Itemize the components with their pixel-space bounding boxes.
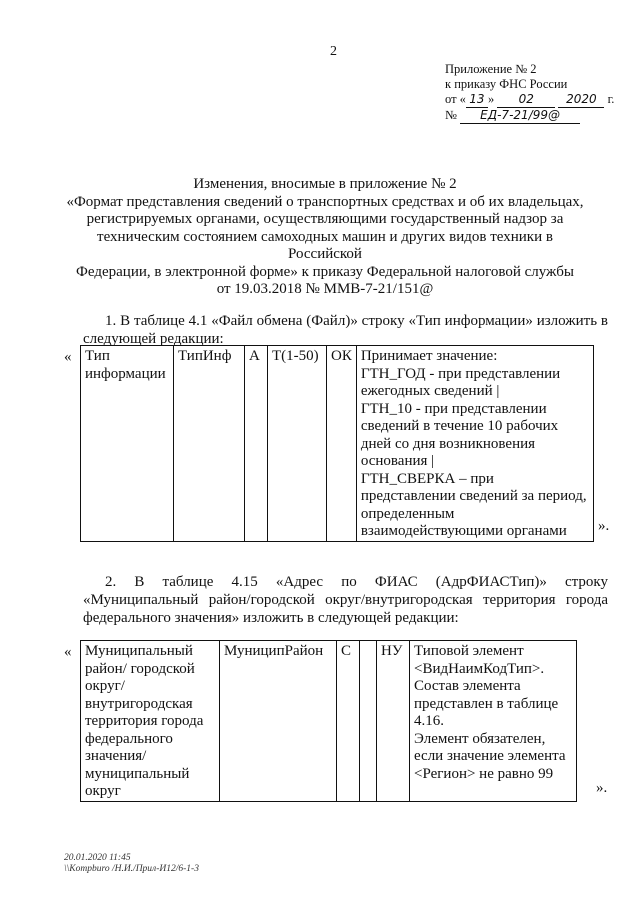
table1-cell-type: А (245, 346, 268, 542)
table-1 (80, 345, 594, 542)
desc-line: Принимает значение: (360, 348, 498, 364)
desc-line: дней со дня возникновения (360, 435, 536, 452)
page-number: 2 (330, 44, 337, 59)
table2-cell-format (360, 641, 377, 802)
date-month: 02 (497, 92, 555, 108)
desc-line: ежегодных сведений | (360, 383, 500, 399)
table2-cell-name (81, 641, 220, 802)
number-prefix: № (445, 108, 457, 122)
name-line: округ (85, 783, 121, 799)
desc-line: ГТН_СВЕРКА – при (360, 470, 494, 487)
table2-open-quote: « (64, 644, 72, 660)
desc-line: Состав элемента (414, 678, 521, 694)
appendix-number (445, 108, 614, 124)
table-row (81, 346, 594, 542)
title-line-3: регистрируемых органами, осуществляющими государственный надзор за (86, 211, 564, 227)
title-line-1: Изменения, вносимые в приложение № 2 (193, 176, 457, 192)
desc-line: ГТН_10 - при представлении (360, 400, 547, 417)
table-row (81, 641, 577, 802)
title-line-4: техническим состоянием самоходных машин и других видов техники в Российской (97, 228, 553, 262)
paragraph-2 (83, 573, 608, 627)
desc-line: сведений в течение 10 рабочих (360, 418, 559, 434)
desc-line: если значение элемента (414, 748, 566, 764)
appendix-header (445, 62, 614, 124)
title-line-6: от 19.03.2018 № ММВ-7-21/151@ (216, 281, 434, 297)
table2-close-quote: ». (596, 780, 608, 796)
table1-cell-name: Тип информации (81, 346, 174, 542)
paragraph-2-rest: «Муниципальный район/городской округ/внутригородская территория города федерального значения» изложить в следующей редакции: (83, 592, 608, 626)
table1-open-quote: « (64, 349, 72, 365)
appendix-line-1: Приложение № 2 (445, 62, 537, 76)
desc-line: 4.16. (414, 713, 444, 729)
date-suffix: г. (607, 92, 615, 106)
date-sep: » (487, 92, 495, 106)
name-line: округ/ (85, 678, 125, 694)
table2-cell-description (410, 641, 577, 802)
paragraph-2-line-1: 2. В таблице 4.15 «Адрес по ФИАС (АдрФИАСТип)» строку (105, 574, 608, 590)
desc-line: Элемент обязателен, (414, 730, 546, 747)
footer-timestamp: 20.01.2020 11:45 (64, 853, 131, 863)
footer-filepath: \\Kompburo /Н.И./Прил-И12/6-1-3 (64, 864, 199, 874)
footer (64, 853, 199, 875)
name-line: район/ городской (85, 660, 195, 677)
name-line: территория города (85, 713, 204, 729)
date-prefix: от « (445, 92, 466, 106)
desc-line: <Регион> не равно 99 (414, 765, 554, 782)
desc-line: представлении сведений за период, (360, 488, 587, 504)
table2-cell-req: НУ (377, 641, 410, 802)
table1-cell-description (356, 346, 593, 542)
document-title (60, 176, 590, 299)
table1-cell-code: ТипИнф (174, 346, 245, 542)
desc-line: основания | (360, 453, 435, 469)
table2-cell-type: С (337, 641, 360, 802)
name-line: Муниципальный (85, 643, 193, 659)
name-line: федерального (85, 730, 173, 747)
table-2 (80, 640, 577, 802)
desc-line: представлен в таблице (414, 695, 559, 712)
desc-line: Типовой элемент (414, 643, 524, 659)
appendix-date (445, 92, 614, 108)
title-line-2: «Формат представления сведений о транспортных средствах и об их владельцах, (66, 193, 584, 210)
appendix-line-2: к приказу ФНС России (445, 77, 568, 91)
paragraph-1: 1. В таблице 4.1 «Файл обмена (Файл)» строку «Тип информации» изложить в следующей редакции: (83, 313, 608, 347)
date-day: 13 (466, 92, 488, 108)
table1-cell-req: ОК (327, 346, 357, 542)
name-line: муниципальный (85, 765, 190, 782)
title-line-5: Федерации, в электронной форме» к приказу Федеральной налоговой службы (76, 263, 574, 280)
name-line: внутригородская (85, 695, 193, 712)
table2-cell-code: МуниципРайон (220, 641, 337, 802)
desc-line: ГТН_ГОД - при представлении (360, 365, 561, 382)
table1-cell-format: Т(1-50) (268, 346, 327, 542)
name-line: значения/ (85, 748, 147, 764)
desc-line: взаимодействующими органами (360, 523, 567, 539)
desc-line: определенным (360, 505, 455, 522)
table1-close-quote: ». (598, 518, 610, 534)
desc-line: <ВидНаимКодТип>. (414, 660, 545, 677)
number-value: ЕД-7-21/99@ (460, 108, 580, 124)
date-year: 2020 (558, 92, 604, 108)
